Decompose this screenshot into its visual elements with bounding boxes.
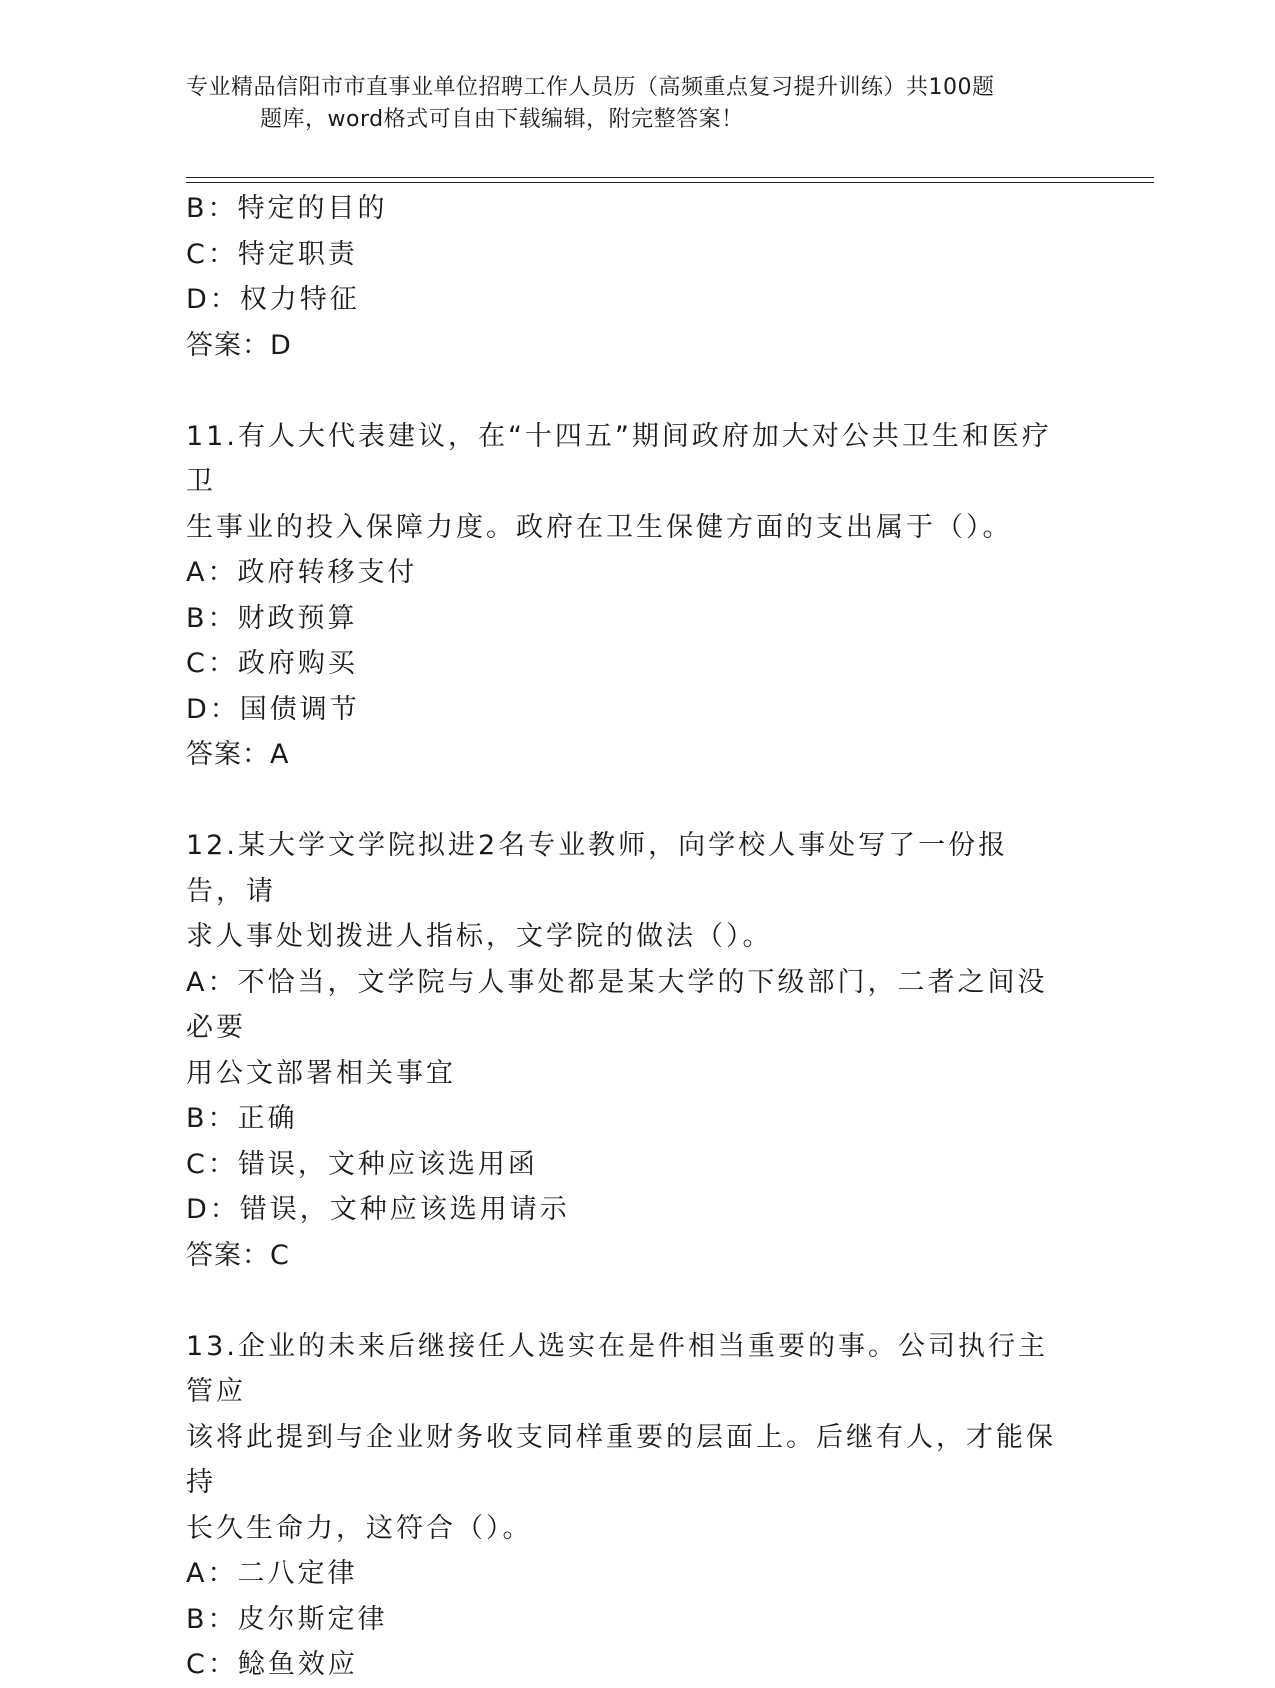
header-line-2: 题库，word格式可自由下载编辑，附完整答案！ bbox=[260, 107, 744, 132]
option-c: C：特定职责 bbox=[186, 238, 358, 270]
option-a: A：二八定律 bbox=[186, 1558, 358, 1589]
question-stem: 生事业的投入保障力度。政府在卫生保健方面的支出属于（）。 bbox=[186, 511, 1013, 543]
answer: 答案：C bbox=[186, 1239, 290, 1271]
spacer bbox=[186, 368, 1066, 414]
header-line-1: 专业精品信阳市市直事业单位招聘工作人员历（高频重点复习提升训练）共100题 bbox=[186, 75, 995, 100]
header-rule-top bbox=[186, 177, 1154, 178]
header-rule-bottom bbox=[186, 182, 1154, 183]
answer: 答案：A bbox=[186, 739, 290, 770]
question-10-tail bbox=[186, 186, 1066, 368]
question-12 bbox=[186, 823, 1066, 1278]
option-b: B：特定的目的 bbox=[186, 193, 388, 224]
option-c: C：鲶鱼效应 bbox=[186, 1649, 358, 1680]
option-b: B：正确 bbox=[186, 1103, 298, 1134]
option-d: D：国债调节 bbox=[186, 693, 360, 725]
spacer bbox=[186, 778, 1066, 824]
page-header bbox=[186, 72, 1086, 136]
option-a: A：不恰当，文学院与人事处都是某大学的下级部门，二者之间没必要 bbox=[186, 966, 1048, 1043]
option-c: C：政府购买 bbox=[186, 648, 358, 679]
option-c: C：错误，文种应该选用函 bbox=[186, 1148, 538, 1180]
option-b: B：皮尔斯定律 bbox=[186, 1603, 388, 1635]
option-d: D：错误，文种应该选用请示 bbox=[186, 1194, 570, 1225]
option-d: D：权力特征 bbox=[186, 284, 360, 315]
spacer bbox=[186, 1278, 1066, 1324]
option-b: B：财政预算 bbox=[186, 602, 358, 634]
document-body bbox=[186, 186, 1066, 1688]
option-a: A：政府转移支付 bbox=[186, 557, 418, 588]
question-stem: 求人事处划拨进人指标，文学院的做法（）。 bbox=[186, 921, 773, 952]
question-13 bbox=[186, 1324, 1066, 1688]
question-stem: 11.有人大代表建议，在“十四五”期间政府加大对公共卫生和医疗卫 bbox=[186, 420, 1052, 497]
question-stem: 12.某大学文学院拟进2名专业教师，向学校人事处写了一份报告，请 bbox=[186, 830, 1009, 907]
question-stem: 该将此提到与企业财务收支同样重要的层面上。后继有人，才能保持 bbox=[186, 1421, 1056, 1498]
question-stem: 13.企业的未来后继接任人选实在是件相当重要的事。公司执行主管应 bbox=[186, 1330, 1048, 1407]
question-11 bbox=[186, 414, 1066, 778]
option-a-continued: 用公文部署相关事宜 bbox=[186, 1057, 456, 1089]
question-stem: 长久生命力，这符合（）。 bbox=[186, 1512, 533, 1544]
answer: 答案：D bbox=[186, 329, 292, 361]
